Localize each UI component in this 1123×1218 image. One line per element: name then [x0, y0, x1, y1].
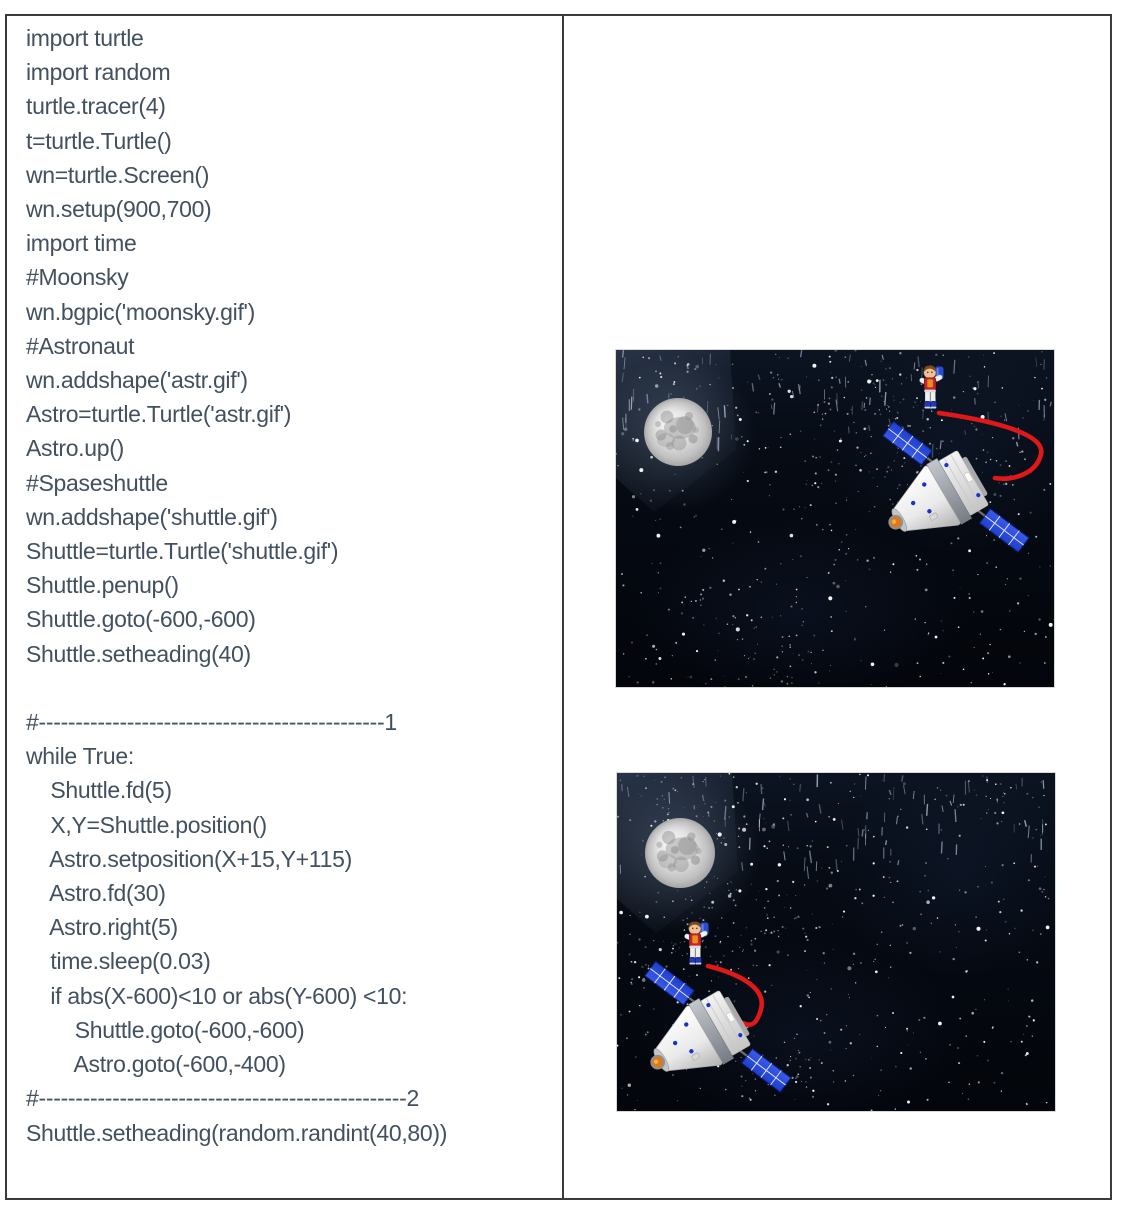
code-table: [5, 14, 1112, 1200]
code-line: Shuttle.setheading(random.randint(40,80)): [26, 1119, 448, 1146]
code-line: Shuttle.goto(-600,-600): [26, 606, 256, 633]
turtle-scene-1-image: [616, 350, 1054, 687]
code-line: #Moonsky: [26, 264, 129, 291]
code-line: #-----------------------------------------------1: [26, 709, 397, 736]
code-line: #Astronaut: [26, 332, 135, 359]
code-line: Shuttle=turtle.Turtle('shuttle.gif'): [26, 538, 339, 565]
code-line: turtle.tracer(4): [26, 93, 166, 120]
code-line: Shuttle.setheading(40): [26, 640, 251, 667]
code-line: wn=turtle.Screen(): [26, 161, 210, 188]
table-cell-figures: [564, 16, 1110, 1198]
moon: [644, 398, 712, 466]
code-line: wn.setup(900,700): [26, 196, 212, 223]
code-line: wn.addshape('shuttle.gif'): [26, 503, 278, 530]
code-line: [26, 671, 556, 705]
code-line: Shuttle.fd(5): [26, 777, 172, 804]
code-line: Astro.setposition(X+15,Y+115): [26, 845, 352, 872]
table-cell-code: [7, 16, 564, 1198]
code-line: import random: [26, 59, 171, 86]
code-line: Shuttle.penup(): [26, 572, 179, 599]
code-listing: [26, 21, 556, 1150]
code-line: time.sleep(0.03): [26, 948, 211, 975]
turtle-scene-2-image: [617, 773, 1055, 1111]
code-line: X,Y=Shuttle.position(): [26, 811, 267, 838]
turtle-scene-1-figure: [615, 349, 1055, 688]
code-line: wn.addshape('astr.gif'): [26, 367, 248, 394]
code-line: wn.bgpic('moonsky.gif'): [26, 298, 255, 325]
code-line: Astro=turtle.Turtle('astr.gif'): [26, 401, 292, 428]
code-line: #Spaseshuttle: [26, 469, 168, 496]
code-line: Astro.goto(-600,-400): [26, 1051, 286, 1078]
code-line: Astro.fd(30): [26, 880, 166, 907]
code-line: if abs(X-600)<10 or abs(Y-600) <10:: [26, 982, 408, 1009]
code-line: while True:: [26, 743, 134, 770]
code-line: Shuttle.goto(-600,-600): [26, 1016, 305, 1043]
turtle-scene-2-figure: [616, 772, 1056, 1112]
code-line: t=turtle.Turtle(): [26, 127, 172, 154]
code-line: #--------------------------------------------------2: [26, 1085, 419, 1112]
code-line: import turtle: [26, 25, 144, 51]
code-line: Astro.right(5): [26, 914, 178, 941]
code-line: Astro.up(): [26, 435, 124, 462]
moon: [645, 818, 715, 888]
code-line: import time: [26, 230, 137, 257]
